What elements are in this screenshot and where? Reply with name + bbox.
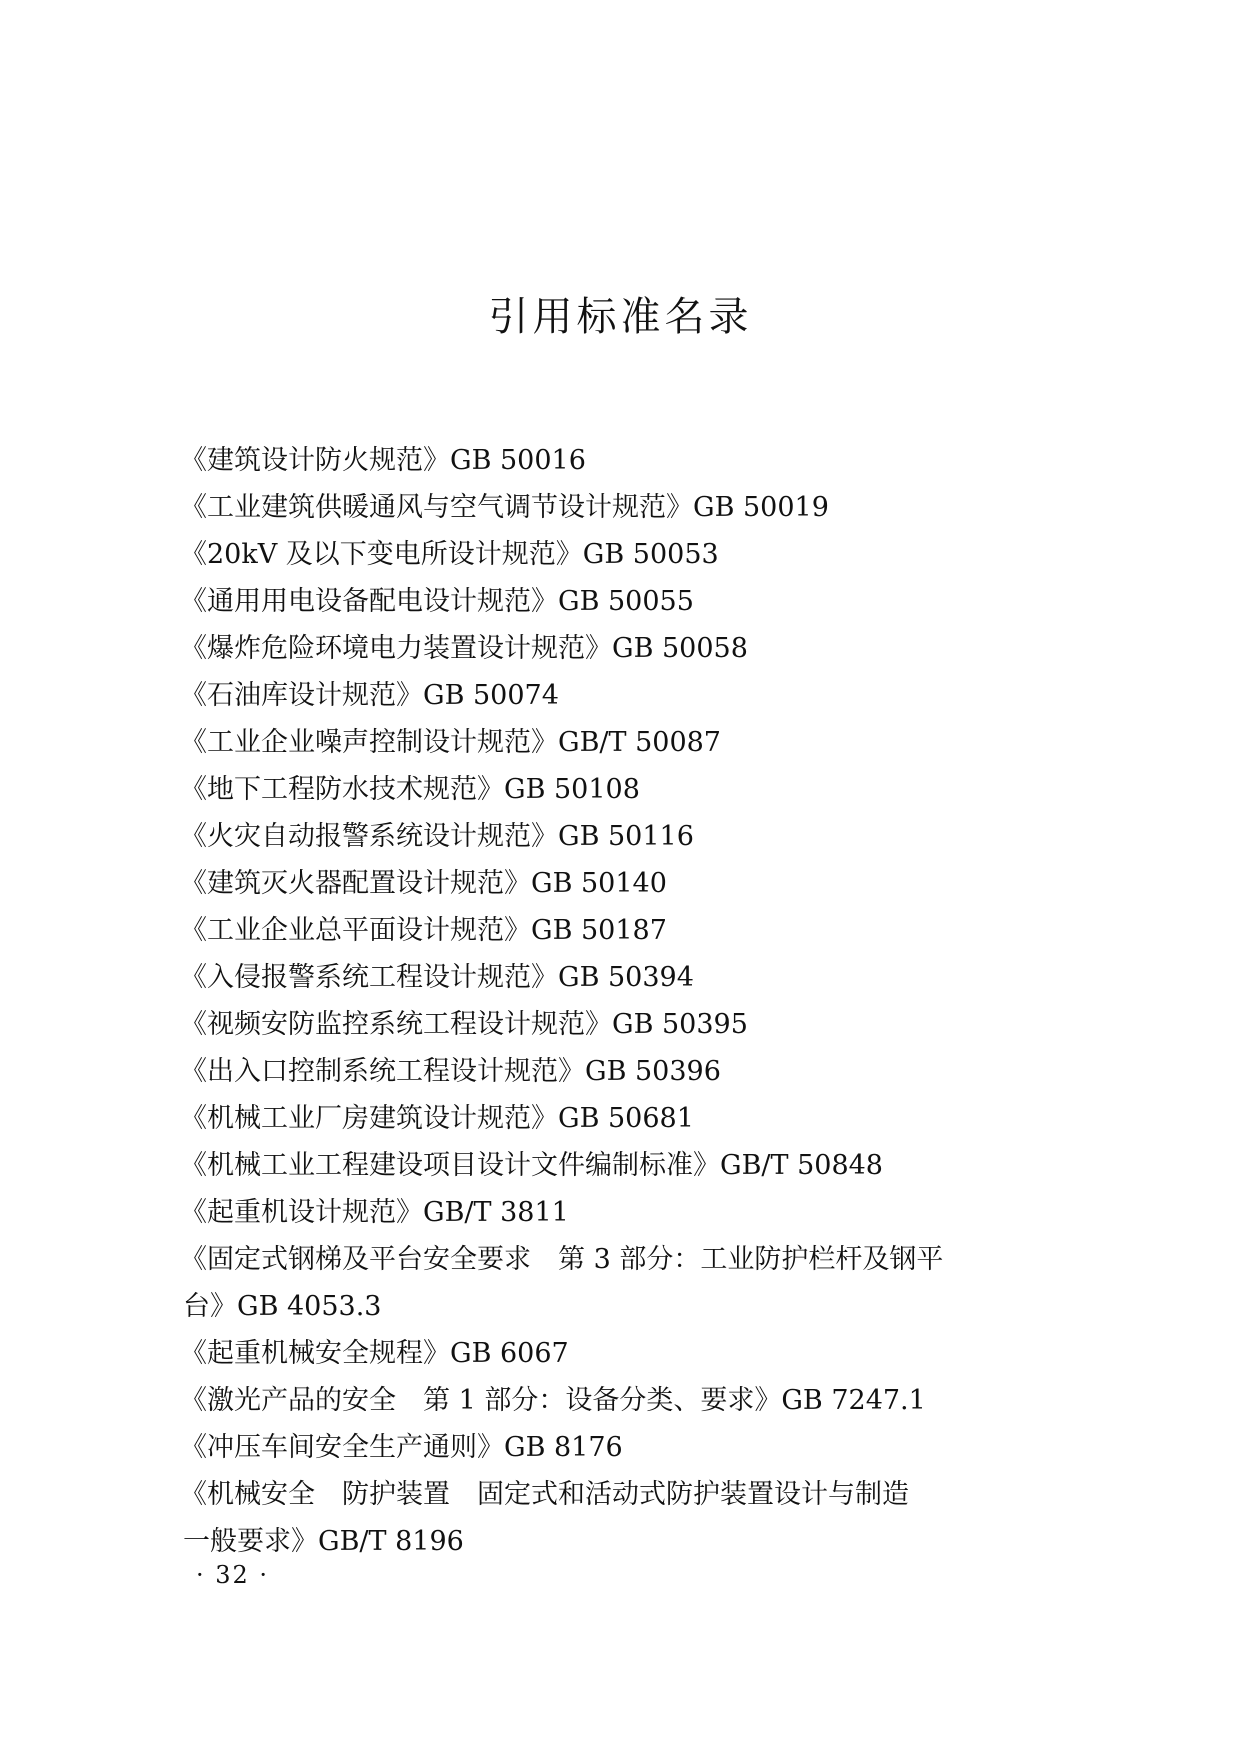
reference-item [0, 1236, 1241, 1330]
reference-item [0, 907, 1241, 954]
reference-line: 《通用用电设备配电设计规范》GB 50055 [180, 586, 694, 617]
reference-item [0, 672, 1241, 719]
reference-line: 《工业企业噪声控制设计规范》GB/T 50087 [180, 727, 721, 758]
reference-line: 《地下工程防水技术规范》GB 50108 [180, 774, 640, 805]
reference-line: 《起重机设计规范》GB/T 3811 [180, 1197, 569, 1228]
reference-item [0, 719, 1241, 766]
reference-item [0, 437, 1241, 484]
reference-line: 《起重机械安全规程》GB 6067 [180, 1338, 569, 1369]
reference-item [0, 1330, 1241, 1377]
reference-item [0, 1189, 1241, 1236]
reference-line: 《爆炸危险环境电力装置设计规范》GB 50058 [180, 633, 748, 664]
reference-list [0, 437, 1241, 1565]
reference-line: 《工业企业总平面设计规范》GB 50187 [180, 915, 667, 946]
page-number: · 32 · [196, 1561, 270, 1589]
reference-line: 《石油库设计规范》GB 50074 [180, 680, 559, 711]
reference-line: 《工业建筑供暖通风与空气调节设计规范》GB 50019 [180, 492, 829, 523]
reference-item [0, 954, 1241, 1001]
reference-item [0, 1142, 1241, 1189]
reference-item [0, 860, 1241, 907]
reference-item [0, 1377, 1241, 1424]
reference-line: 《建筑设计防火规范》GB 50016 [180, 445, 586, 476]
reference-line: 《机械工业厂房建筑设计规范》GB 50681 [180, 1103, 694, 1134]
reference-line: 《视频安防监控系统工程设计规范》GB 50395 [180, 1009, 748, 1040]
reference-line: 《20kV 及以下变电所设计规范》GB 50053 [180, 539, 719, 570]
reference-line-continuation: 一般要求》GB/T 8196 [183, 1526, 464, 1557]
reference-item [0, 1048, 1241, 1095]
reference-item [0, 813, 1241, 860]
reference-line-continuation: 台》GB 4053.3 [183, 1291, 382, 1322]
reference-line: 《出入口控制系统工程设计规范》GB 50396 [180, 1056, 721, 1087]
reference-item [0, 1471, 1241, 1565]
reference-item [0, 1095, 1241, 1142]
reference-line: 《激光产品的安全 第 1 部分：设备分类、要求》GB 7247.1 [180, 1385, 926, 1416]
reference-item [0, 578, 1241, 625]
reference-item [0, 484, 1241, 531]
reference-item [0, 531, 1241, 578]
reference-line: 《机械安全 防护装置 固定式和活动式防护装置设计与制造 [180, 1479, 909, 1510]
page-title: 引用标准名录 [488, 294, 753, 340]
reference-line: 《机械工业工程建设项目设计文件编制标准》GB/T 50848 [180, 1150, 883, 1181]
reference-item [0, 1424, 1241, 1471]
reference-line: 《火灾自动报警系统设计规范》GB 50116 [180, 821, 694, 852]
reference-item [0, 1001, 1241, 1048]
reference-line: 《冲压车间安全生产通则》GB 8176 [180, 1432, 623, 1463]
reference-item [0, 625, 1241, 672]
reference-line: 《入侵报警系统工程设计规范》GB 50394 [180, 962, 694, 993]
reference-line: 《固定式钢梯及平台安全要求 第 3 部分：工业防护栏杆及钢平 [180, 1244, 944, 1275]
reference-line: 《建筑灭火器配置设计规范》GB 50140 [180, 868, 667, 899]
reference-item [0, 766, 1241, 813]
